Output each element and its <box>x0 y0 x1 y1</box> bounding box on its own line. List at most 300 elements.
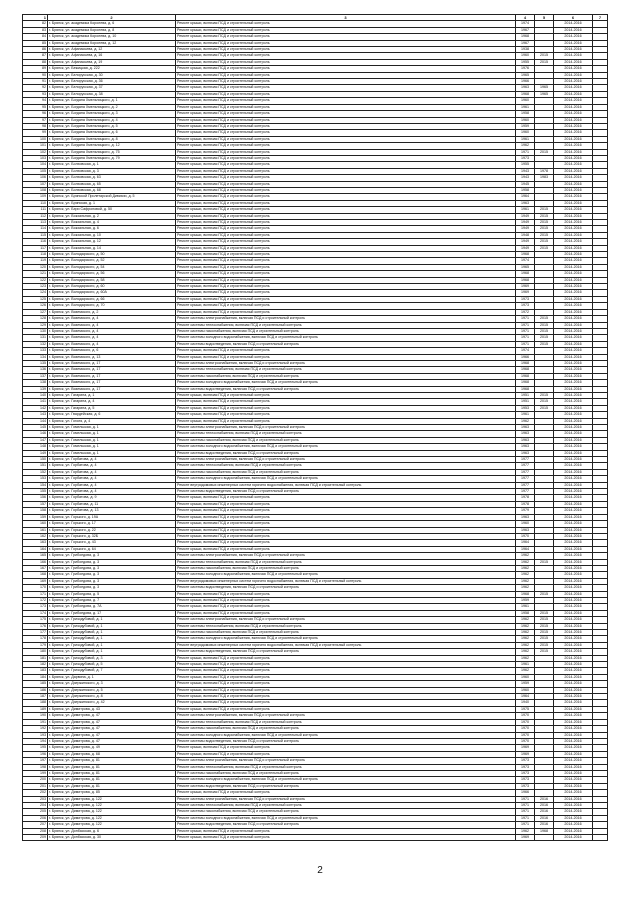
table-cell: 1968 <box>516 271 535 277</box>
table-cell: г. Брянск, ул. Гризодубовой, д. 5 <box>48 662 176 668</box>
table-cell: Ремонт крыши, включая ПСД и строительный контроль <box>176 143 516 149</box>
table-cell: г. Брянск, ул. Горького, д. 64 <box>48 546 176 552</box>
table-cell: 1968 <box>516 380 535 386</box>
table-cell: 2016 <box>535 822 554 828</box>
table-cell: 1967 <box>516 27 535 33</box>
table-cell: г. Брянск, ул. Грибоедова, д. 17 <box>48 610 176 616</box>
table-cell: 1964 <box>516 194 535 200</box>
table-cell: Ремонт крыши, включая ПСД и строительный контроль <box>176 181 516 187</box>
table-cell: г. Брянск, ул. Димитрова, д. 81 <box>48 758 176 764</box>
table-cell: г. Брянск, ул. Димитрова, д. 122 <box>48 822 176 828</box>
table-cell: Ремонт крыши, включая ПСД и строительный контроль <box>176 309 516 315</box>
table-cell: 2014-2016 <box>554 764 593 770</box>
table-cell: Ремонт системы электроснабжения, включая ПСД и строительный контроль <box>176 316 516 322</box>
table-cell: Ремонт системы газоснабжения, включая ПСД и строительный контроль <box>176 726 516 732</box>
table-cell: 2015 <box>535 207 554 213</box>
table-cell: Ремонт крыши, включая ПСД и строительный контроль <box>176 232 516 238</box>
table-cell: 1959 <box>516 681 535 687</box>
table-cell: г. Брянск, ул. Вяземского, д. 17 <box>48 386 176 392</box>
table-cell: 1962 <box>516 649 535 655</box>
table-cell: Ремонт системы водоотведения, включая ПСД и строительный контроль <box>176 822 516 828</box>
table-cell: 1960 <box>516 53 535 59</box>
table-cell: 1968 <box>516 360 535 366</box>
table-cell: 2014-2016 <box>554 642 593 648</box>
table-cell: Ремонт крыши, включая ПСД и строительный контроль <box>176 674 516 680</box>
table-cell: г. Брянск, ул. Горбатова, д. 4 <box>48 463 176 469</box>
table-cell: 91 <box>23 79 48 85</box>
table-cell: 96 <box>23 111 48 117</box>
table-cell: 128 <box>23 316 48 322</box>
table-cell: г. Брянск, ул. Гризодубовой, д. 1 <box>48 630 176 636</box>
table-cell: Ремонт крыши, включая ПСД и строительный контроль <box>176 508 516 514</box>
table-cell: 148 <box>23 444 48 450</box>
table-cell: 2014-2016 <box>554 104 593 110</box>
table-cell: 2014-2016 <box>554 91 593 97</box>
table-cell: Ремонт крыши, включая ПСД и строительный контроль <box>176 226 516 232</box>
table-cell: 99 <box>23 130 48 136</box>
table-cell: г. Брянск, ул. Горбатова, д. 4 <box>48 482 176 488</box>
table-cell: 2014-2016 <box>554 565 593 571</box>
table-cell: 165 <box>23 553 48 559</box>
table-cell: 2014-2016 <box>554 476 593 482</box>
table-cell: Ремонт крыши, включая ПСД и строительный контроль <box>176 527 516 533</box>
table-cell: 1949 <box>516 220 535 226</box>
table-cell: 1949 <box>516 245 535 251</box>
table-cell: 208 <box>23 828 48 834</box>
table-cell: г. Брянск, ул. Гомельская, д. 1 <box>48 444 176 450</box>
table-cell: 1962 <box>516 828 535 834</box>
column-header: 7 <box>593 15 608 21</box>
table-cell: 1963 <box>516 527 535 533</box>
table-cell: г. Брянск, ул. Грибоедова, д. 3 <box>48 553 176 559</box>
table-cell: г. Брянск, ул. Белорусская, д. 30 <box>48 72 176 78</box>
table-cell: Ремонт крыши, включая ПСД и строительный контроль <box>176 745 516 751</box>
table-cell: 2014-2016 <box>554 437 593 443</box>
table-cell: 177 <box>23 630 48 636</box>
table-cell: 2014-2016 <box>554 597 593 603</box>
table-cell: 2014-2016 <box>554 392 593 398</box>
table-cell: 157 <box>23 501 48 507</box>
table-cell: 1962 <box>516 617 535 623</box>
table-cell: Ремонт крыши, включая ПСД и строительный контроль <box>176 694 516 700</box>
table-cell: 2014-2016 <box>554 79 593 85</box>
table-cell: 2014-2016 <box>554 284 593 290</box>
table-cell: 116 <box>23 239 48 245</box>
table-cell: Ремонт крыши, включая ПСД и строительный контроль <box>176 392 516 398</box>
table-cell: 2014-2016 <box>554 553 593 559</box>
table-cell: г. Брянск, ул. Димитрова, д. 47 <box>48 738 176 744</box>
table-cell: 2014-2016 <box>554 239 593 245</box>
table-cell: 1959 <box>516 123 535 129</box>
table-cell: 108 <box>23 187 48 193</box>
table-cell: Ремонт крыши, включая ПСД и строительный контроль <box>176 123 516 129</box>
table-cell: 2014-2016 <box>554 489 593 495</box>
table-cell: 1961 <box>516 136 535 142</box>
table-cell: Ремонт системы теплоснабжения, включая ПСД и строительный контроль <box>176 764 516 770</box>
table-cell: Ремонт системы теплоснабжения, включая ПСД и строительный контроль <box>176 367 516 373</box>
table-cell: 2014-2016 <box>554 732 593 738</box>
table-cell: Ремонт крыши, включая ПСД и строительный контроль <box>176 687 516 693</box>
table-cell: 2014-2016 <box>554 444 593 450</box>
table-cell: 162 <box>23 533 48 539</box>
table-cell: Ремонт системы холодного водоснабжения, включая ПСД и строительный контроль <box>176 335 516 341</box>
table-cell: 2014-2016 <box>554 610 593 616</box>
table-cell: г. Брянск, ул. Богдана Хмельницкого, д. 75 <box>48 149 176 155</box>
table-cell: 85 <box>23 40 48 46</box>
table-cell: Ремонт крыши, включая ПСД и строительный контроль <box>176 354 516 360</box>
table-cell: 1972 <box>516 309 535 315</box>
table-cell: 2014-2016 <box>554 578 593 584</box>
table-cell: 2014-2016 <box>554 585 593 591</box>
table-cell: 2015 <box>535 617 554 623</box>
table-cell: Ремонт крыши, включая ПСД и строительный контроль <box>176 175 516 181</box>
table-cell: Ремонт крыши, включая ПСД и строительный контроль <box>176 111 516 117</box>
table-cell: Ремонт крыши, включая ПСД и строительный контроль <box>176 85 516 91</box>
table-cell: г. Брянск, ул. Димитрова, д. 47 <box>48 726 176 732</box>
table-cell: 2014-2016 <box>554 290 593 296</box>
table-cell: 1963 <box>516 200 535 206</box>
table-cell: Ремонт крыши, включая ПСД и строительный контроль <box>176 213 516 219</box>
table-cell: Ремонт крыши, включая ПСД и строительный контроль <box>176 668 516 674</box>
table-cell: 2014-2016 <box>554 296 593 302</box>
table-cell: Ремонт системы электроснабжения, включая ПСД и строительный контроль <box>176 457 516 463</box>
table-cell: Ремонт крыши, включая ПСД и строительный контроль <box>176 540 516 546</box>
table-cell: 1974 <box>516 21 535 27</box>
column-header: 5 <box>535 15 554 21</box>
table-cell: Ремонт системы электроснабжения, включая ПСД и строительный контроль <box>176 553 516 559</box>
table-cell: 1963 <box>516 425 535 431</box>
table-cell: 190 <box>23 713 48 719</box>
table-cell: 1973 <box>516 770 535 776</box>
table-cell: 2014-2016 <box>554 252 593 258</box>
table-cell: г. Брянск, ул. Болховская, д. 3 <box>48 168 176 174</box>
table-cell: 129 <box>23 322 48 328</box>
table-cell: Ремонт крыши, включая ПСД и строительный контроль <box>176 27 516 33</box>
table-cell: г. Брянск, ул. академика Королева, д. 10 <box>48 34 176 40</box>
table-cell: Ремонт системы электроснабжения, включая ПСД и строительный контроль <box>176 796 516 802</box>
table-cell: г. Брянск, ул. Дарвина, д. 1 <box>48 674 176 680</box>
table-cell: Ремонт крыши, включая ПСД и строительный контроль <box>176 136 516 142</box>
table-cell: г. Брянск, ул. Димитрова, д. 68 <box>48 751 176 757</box>
table-cell: 2014-2016 <box>554 175 593 181</box>
table-cell: 209 <box>23 835 48 841</box>
table-cell: 2014-2016 <box>554 668 593 674</box>
table-cell: 1973 <box>516 783 535 789</box>
table-cell: г. Брянск, ул. Грибоедова, д. 7А <box>48 604 176 610</box>
table-cell: 2014-2016 <box>554 213 593 219</box>
table-cell: 138 <box>23 380 48 386</box>
table-cell: 95 <box>23 104 48 110</box>
table-cell: 2015 <box>535 239 554 245</box>
table-cell: 2014-2016 <box>554 674 593 680</box>
table-row <box>23 835 608 841</box>
table-cell: 2014-2016 <box>554 828 593 834</box>
table-cell: г. Брянск, ул. Володарского, д. 60 <box>48 284 176 290</box>
table-cell: 82 <box>23 21 48 27</box>
table-cell: Ремонт крыши, включая ПСД и строительный контроль <box>176 264 516 270</box>
table-cell: Ремонт крыши, включая ПСД и строительный контроль <box>176 399 516 405</box>
table-cell: 1964 <box>516 694 535 700</box>
table-cell: 1973 <box>516 155 535 161</box>
table-cell: Ремонт крыши, включая ПСД и строительный контроль <box>176 662 516 668</box>
table-cell: 192 <box>23 726 48 732</box>
table-cell: 2014-2016 <box>554 162 593 168</box>
table-cell: 2015 <box>535 649 554 655</box>
table-cell: г. Брянск, ул. Вяземского, д. 4 <box>48 328 176 334</box>
table-cell: 1945 <box>516 181 535 187</box>
table-cell: г. Брянск, ул. Гомельская, д. 1 <box>48 437 176 443</box>
table-cell: Ремонт внутридомовых инженерных систем горячего водоснабжения, включая ПСД и строительный контроль <box>176 482 516 488</box>
table-cell: г. Брянск, ул. Богдана Хмельницкого, д. 2 <box>48 104 176 110</box>
table-cell: г. Брянск, ул. Вокзальная, д. 6 <box>48 226 176 232</box>
table-cell: 2014-2016 <box>554 373 593 379</box>
table-cell: 1978 <box>516 495 535 501</box>
table-cell: Ремонт крыши, включая ПСД и строительный контроль <box>176 239 516 245</box>
table-cell: 98 <box>23 123 48 129</box>
table-cell: 1961 <box>516 662 535 668</box>
table-cell: Ремонт системы холодного водоснабжения, включая ПСД и строительный контроль <box>176 815 516 821</box>
table-cell: 160 <box>23 521 48 527</box>
table-cell: 2015 <box>535 226 554 232</box>
table-cell: 117 <box>23 245 48 251</box>
table-cell: 1961 <box>516 104 535 110</box>
table-cell: г. Брянск, ул. Горбатова, д. 4 <box>48 469 176 475</box>
table-cell: 2014-2016 <box>554 700 593 706</box>
table-cell: 104 <box>23 162 48 168</box>
table-cell: 1951 <box>516 399 535 405</box>
table-cell: г. Брянск, ул. Горбатова, д. 4 <box>48 457 176 463</box>
table-cell: Ремонт системы газоснабжения, включая ПСД и строительный контроль <box>176 565 516 571</box>
table-cell: Ремонт крыши, включая ПСД и строительный контроль <box>176 348 516 354</box>
table-cell: 1977 <box>516 457 535 463</box>
table-cell: 1977 <box>516 482 535 488</box>
table-cell: Ремонт системы теплоснабжения, включая ПСД и строительный контроль <box>176 802 516 808</box>
table-cell: 86 <box>23 47 48 53</box>
table-cell: 2014-2016 <box>554 380 593 386</box>
table-cell: 130 <box>23 328 48 334</box>
page-number: 2 <box>317 865 323 876</box>
table-cell: Ремонт крыши, включая ПСД и строительный контроль <box>176 405 516 411</box>
table-cell: 2014-2016 <box>554 245 593 251</box>
table-cell: 106 <box>23 175 48 181</box>
table-cell: Ремонт системы холодного водоснабжения, включая ПСД и строительный контроль <box>176 572 516 578</box>
table-cell: 2014-2016 <box>554 149 593 155</box>
table-cell: 2014-2016 <box>554 802 593 808</box>
table-cell: г. Брянск, ул. Горбатова, д. 13 <box>48 508 176 514</box>
table-cell: 2016 <box>535 802 554 808</box>
table-cell: Ремонт крыши, включая ПСД и строительный контроль <box>176 117 516 123</box>
table-cell: 1970 <box>516 738 535 744</box>
table-cell: 1969 <box>516 290 535 296</box>
table-cell: 1969 <box>516 751 535 757</box>
table-cell: Ремонт системы теплоснабжения, включая ПСД и строительный контроль <box>176 322 516 328</box>
table-cell: Ремонт крыши, включая ПСД и строительный контроль <box>176 751 516 757</box>
table-cell: 175 <box>23 617 48 623</box>
table-cell: 2014-2016 <box>554 53 593 59</box>
table-cell: г. Брянск, ул. Грибоедова, д. 5 <box>48 591 176 597</box>
table-cell: г. Брянск, ул. Димитрова, д. 81 <box>48 770 176 776</box>
table-cell: Ремонт крыши, включая ПСД и строительный контроль <box>176 495 516 501</box>
table-cell: 2014-2016 <box>554 527 593 533</box>
table-cell: Ремонт системы теплоснабжения, включая ПСД и строительный контроль <box>176 719 516 725</box>
table-cell: г. Брянск, ул. Гризодубовой, д. 7 <box>48 668 176 674</box>
table-cell: 1962 <box>516 572 535 578</box>
table-cell: 2014-2016 <box>554 264 593 270</box>
table-cell: 180 <box>23 649 48 655</box>
table-cell: г. Брянск, ул. Димитрова, д. 81 <box>48 783 176 789</box>
table-cell: 92 <box>23 85 48 91</box>
table-cell: 2014-2016 <box>554 457 593 463</box>
table-cell: 1968 <box>516 34 535 40</box>
table-cell: г. Брянск, ул. Белорусская, д. 37 <box>48 85 176 91</box>
table-cell: 203 <box>23 796 48 802</box>
table-cell: 93 <box>23 91 48 97</box>
table-cell: 1948 <box>516 232 535 238</box>
table-cell: 141 <box>23 399 48 405</box>
table-cell: г. Брянск, ул. Гризодубовой, д. 1 <box>48 636 176 642</box>
table-cell: г. Брянск, ул. Дзержинского, д. 42 <box>48 700 176 706</box>
table-cell: 2015 <box>535 392 554 398</box>
table-cell: 1970 <box>516 533 535 539</box>
table-cell: Ремонт системы холодного водоснабжения, включая ПСД и строительный контроль <box>176 636 516 642</box>
table-cell: г. Брянск, ул. Грибоедова, д. 3 <box>48 572 176 578</box>
table-cell: 2014-2016 <box>554 322 593 328</box>
table-cell: 150 <box>23 457 48 463</box>
table-cell: г. Брянск, ул. Димитрова, д. 43 <box>48 706 176 712</box>
table-cell: 1960 <box>516 687 535 693</box>
table-cell: 2014-2016 <box>554 316 593 322</box>
table-cell: 185 <box>23 681 48 687</box>
table-cell: 2014-2016 <box>554 694 593 700</box>
table-cell: Ремонт крыши, включая ПСД и строительный контроль <box>176 21 516 27</box>
table-cell: Ремонт системы холодного водоснабжения, включая ПСД и строительный контроль <box>176 732 516 738</box>
table-cell: г. Брянск, ул. Горького, д. 32Б <box>48 533 176 539</box>
table-cell: г. Брянск, ул. Горького, д. 19А <box>48 514 176 520</box>
table-cell: 2014-2016 <box>554 559 593 565</box>
table-cell: Ремонт крыши, включая ПСД и строительный контроль <box>176 53 516 59</box>
table-cell: 2014-2016 <box>554 431 593 437</box>
table-cell: г. Брянск, ул. Вяземского, д. 13 <box>48 354 176 360</box>
table-cell: Ремонт крыши, включая ПСД и строительный контроль <box>176 47 516 53</box>
table-cell: 2014-2016 <box>554 187 593 193</box>
table-cell: Ремонт крыши, включая ПСД и строительный контроль <box>176 66 516 72</box>
table-cell: г. Брянск, ул. Донбасская, д. 30 <box>48 835 176 841</box>
table-cell: 1966 <box>516 354 535 360</box>
table-cell: 1963 <box>516 85 535 91</box>
table-cell: Ремонт системы газоснабжения, включая ПСД и строительный контроль <box>176 770 516 776</box>
table-cell: 2014-2016 <box>554 354 593 360</box>
table-cell: 2014-2016 <box>554 367 593 373</box>
table-cell: г. Брянск, ул. Вокзальная, д. 14 <box>48 245 176 251</box>
table-cell: 2014-2016 <box>554 348 593 354</box>
table-cell: 135 <box>23 360 48 366</box>
table-cell: г. Брянск, ул. Гоголя, д. 4 <box>48 418 176 424</box>
table-cell: 1971 <box>516 815 535 821</box>
table-cell: 2014-2016 <box>554 835 593 841</box>
table-cell: г. Брянск, ул. академика Королева, д. 8 <box>48 27 176 33</box>
table-cell: Ремонт системы водоотведения, включая ПСД и строительный контроль <box>176 489 516 495</box>
table-cell: 1962 <box>516 668 535 674</box>
table-cell: г. Брянск, ул. Горбатова, д. 4 <box>48 489 176 495</box>
table-cell: 2015 <box>535 630 554 636</box>
table-cell: 134 <box>23 354 48 360</box>
table-cell: Ремонт системы электроснабжения, включая ПСД и строительный контроль <box>176 425 516 431</box>
table-cell: г. Брянск, ул. Гагарина, д. 5 <box>48 405 176 411</box>
table-cell: Ремонт системы холодного водоснабжения, включая ПСД и строительный контроль <box>176 444 516 450</box>
table-cell: 1962 <box>516 623 535 629</box>
table-cell: г. Брянск, ул. Брянской Пролетарской Дивизии, д. 5 <box>48 194 176 200</box>
table-cell: 140 <box>23 392 48 398</box>
table-cell: 2014-2016 <box>554 66 593 72</box>
table-cell: 1951 <box>516 392 535 398</box>
table-cell: 2014-2016 <box>554 40 593 46</box>
table-cell: 1962 <box>516 565 535 571</box>
table-cell: 136 <box>23 367 48 373</box>
table-cell: 2014-2016 <box>554 341 593 347</box>
table-cell: г. Брянск, ул. Димитрова, д. 49 <box>48 745 176 751</box>
table-cell: 167 <box>23 565 48 571</box>
table-cell: Ремонт крыши, включая ПСД и строительный контроль <box>176 533 516 539</box>
table-cell: 2014-2016 <box>554 738 593 744</box>
table-cell: г. Брянск, ул. Гризодубовой, д. 1 <box>48 617 176 623</box>
table-cell: 169 <box>23 578 48 584</box>
table-cell: 1977 <box>516 476 535 482</box>
table-cell: 1949 <box>516 239 535 245</box>
table-cell: 2014-2016 <box>554 232 593 238</box>
table-cell: г. Брянск, ул. Вяземского, д. 4 <box>48 335 176 341</box>
table-cell: Ремонт крыши, включая ПСД и строительный контроль <box>176 168 516 174</box>
table-cell: 133 <box>23 348 48 354</box>
table-cell: 2014-2016 <box>554 463 593 469</box>
table-cell: г. Брянск, ул. Гризодубовой, д. 3 <box>48 655 176 661</box>
column-header: 4 <box>516 15 535 21</box>
table-cell: 83 <box>23 27 48 33</box>
table-cell: Ремонт системы газоснабжения, включая ПСД и строительный контроль <box>176 437 516 443</box>
table-cell: 2015 <box>535 341 554 347</box>
table-cell: г. Брянск, ул. Богдана Хмельницкого, д. 6 <box>48 130 176 136</box>
table-cell: г. Брянск, ул. Гризодубовой, д. 1 <box>48 642 176 648</box>
table-cell: 2014-2016 <box>554 745 593 751</box>
table-cell: 1973 <box>516 303 535 309</box>
table-cell: 1964 <box>516 546 535 552</box>
table-cell: Ремонт системы электроснабжения, включая ПСД и строительный контроль <box>176 360 516 366</box>
table-cell: 2016 <box>535 809 554 815</box>
table-cell: 2014-2016 <box>554 258 593 264</box>
table-cell: Ремонт крыши, включая ПСД и строительный контроль <box>176 790 516 796</box>
table-cell: 2014-2016 <box>554 521 593 527</box>
table-cell: 1971 <box>516 322 535 328</box>
table-cell: 1949 <box>516 226 535 232</box>
table-cell: Ремонт крыши, включая ПСД и строительный контроль <box>176 98 516 104</box>
column-header: 2 <box>48 15 176 21</box>
table-cell: 156 <box>23 495 48 501</box>
table-cell: г. Брянск, ул. Горького, д. 43 <box>48 540 176 546</box>
table-cell: Ремонт системы газоснабжения, включая ПСД и строительный контроль <box>176 469 516 475</box>
table-cell: 184 <box>23 674 48 680</box>
table-cell: 1974 <box>516 258 535 264</box>
table-cell: Ремонт системы электроснабжения, включая ПСД и строительный контроль <box>176 713 516 719</box>
table-cell: 87 <box>23 53 48 59</box>
table-cell: 2014-2016 <box>554 623 593 629</box>
table-cell: 2015 <box>535 642 554 648</box>
table-cell: Ремонт системы теплоснабжения, включая ПСД и строительный контроль <box>176 431 516 437</box>
table-cell: 2014-2016 <box>554 226 593 232</box>
table-cell: 183 <box>23 668 48 674</box>
table-cell: 1955 <box>516 162 535 168</box>
table-cell: 1968 <box>516 252 535 258</box>
table-cell: 199 <box>23 770 48 776</box>
table-cell: 1955 <box>516 59 535 65</box>
